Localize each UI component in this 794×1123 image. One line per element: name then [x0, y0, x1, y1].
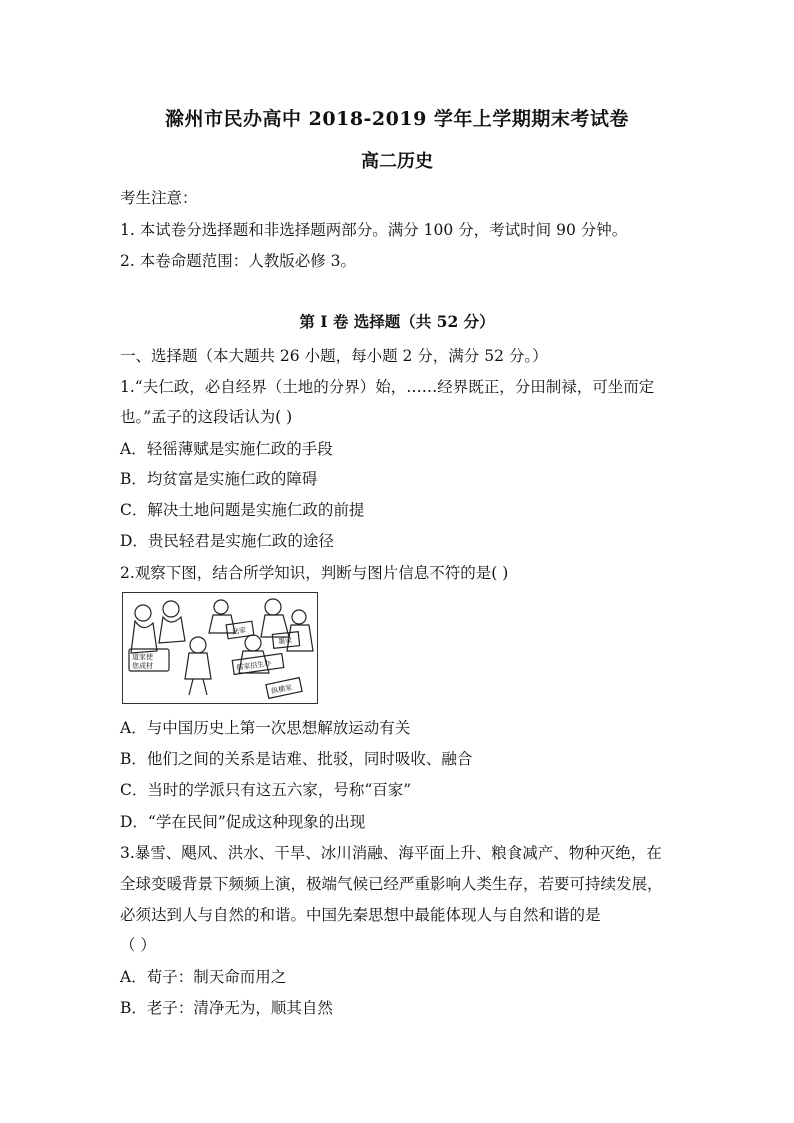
label-legalist: 法家: [231, 626, 247, 637]
exam-title: 滁州市民办高中 2018-2019 学年上学期期末考试卷: [165, 108, 629, 130]
notice-item: 2. 本卷命题范围：人教版必修 3。: [120, 252, 357, 270]
question-1-stem: 也。”孟子的这段话认为( ): [120, 408, 293, 426]
question-2-option-d: D．“学在民间”促成这种现象的出现: [120, 813, 366, 831]
question-1-stem: 1.“夫仁政，必自经界（土地的分界）始，……经界既正，分田制禄，可坐而定: [120, 378, 655, 396]
question-2-option-b: B．他们之间的关系是诘难、批驳，同时吸收、融合: [120, 750, 473, 768]
label-taoist: 道家使: [132, 653, 153, 661]
question-3-stem: 全球变暖背景下频频上演，极端气候已经严重影响人类生存，若要可持续发展，: [120, 875, 663, 893]
hundred-schools-cartoon: [122, 592, 318, 704]
question-2-stem: 2.观察下图，结合所学知识，判断与图片信息不符的是( ): [120, 564, 509, 582]
question-2-option-a: A．与中国历史上第一次思想解放运动有关: [120, 719, 411, 737]
label-confucian: 儒家招生办: [235, 659, 272, 673]
notice-heading: 考生注意：: [120, 189, 198, 207]
notice-item: 1. 本试卷分选择题和非选择题两部分。满分 100 分，考试时间 90 分钟。: [120, 221, 628, 239]
cartoon-illustration: [123, 593, 317, 703]
question-1-option-c: C．解决土地问题是实施仁政的前提: [120, 501, 365, 519]
question-3-stem: 必须达到人与自然的和谐。中国先秦思想中最能体现人与自然和谐的是: [120, 906, 601, 924]
question-3-stem: 3.暴雪、飓风、洪水、干旱、冰川消融、海平面上升、粮食减产、物种灭绝，在: [120, 844, 662, 862]
label-mohist: 墨家: [277, 636, 293, 646]
section-instruction: 一、选择题（本大题共 26 小题，每小题 2 分，满分 52 分。）: [120, 347, 548, 365]
question-2-option-c: C．当时的学派只有这五六家，号称“百家”: [120, 781, 412, 799]
question-3-option-b: B．老子：清净无为，顺其自然: [120, 999, 333, 1017]
question-3-option-a: A．荀子：制天命而用之: [120, 968, 287, 986]
label-strategist: 纵横家: [270, 683, 293, 696]
question-1-option-b: B．均贫富是实施仁政的障碍: [120, 470, 318, 488]
question-3-stem: （ ）: [120, 936, 156, 954]
question-1-option-d: D．贵民轻君是实施仁政的途径: [120, 532, 334, 550]
question-1-option-a: A．轻徭薄赋是实施仁政的手段: [120, 440, 333, 458]
label-taoist-2: 您成材: [132, 662, 153, 670]
exam-subject: 高二历史: [361, 151, 433, 172]
section-title: 第 I 卷 选择题（共 52 分）: [299, 312, 495, 331]
